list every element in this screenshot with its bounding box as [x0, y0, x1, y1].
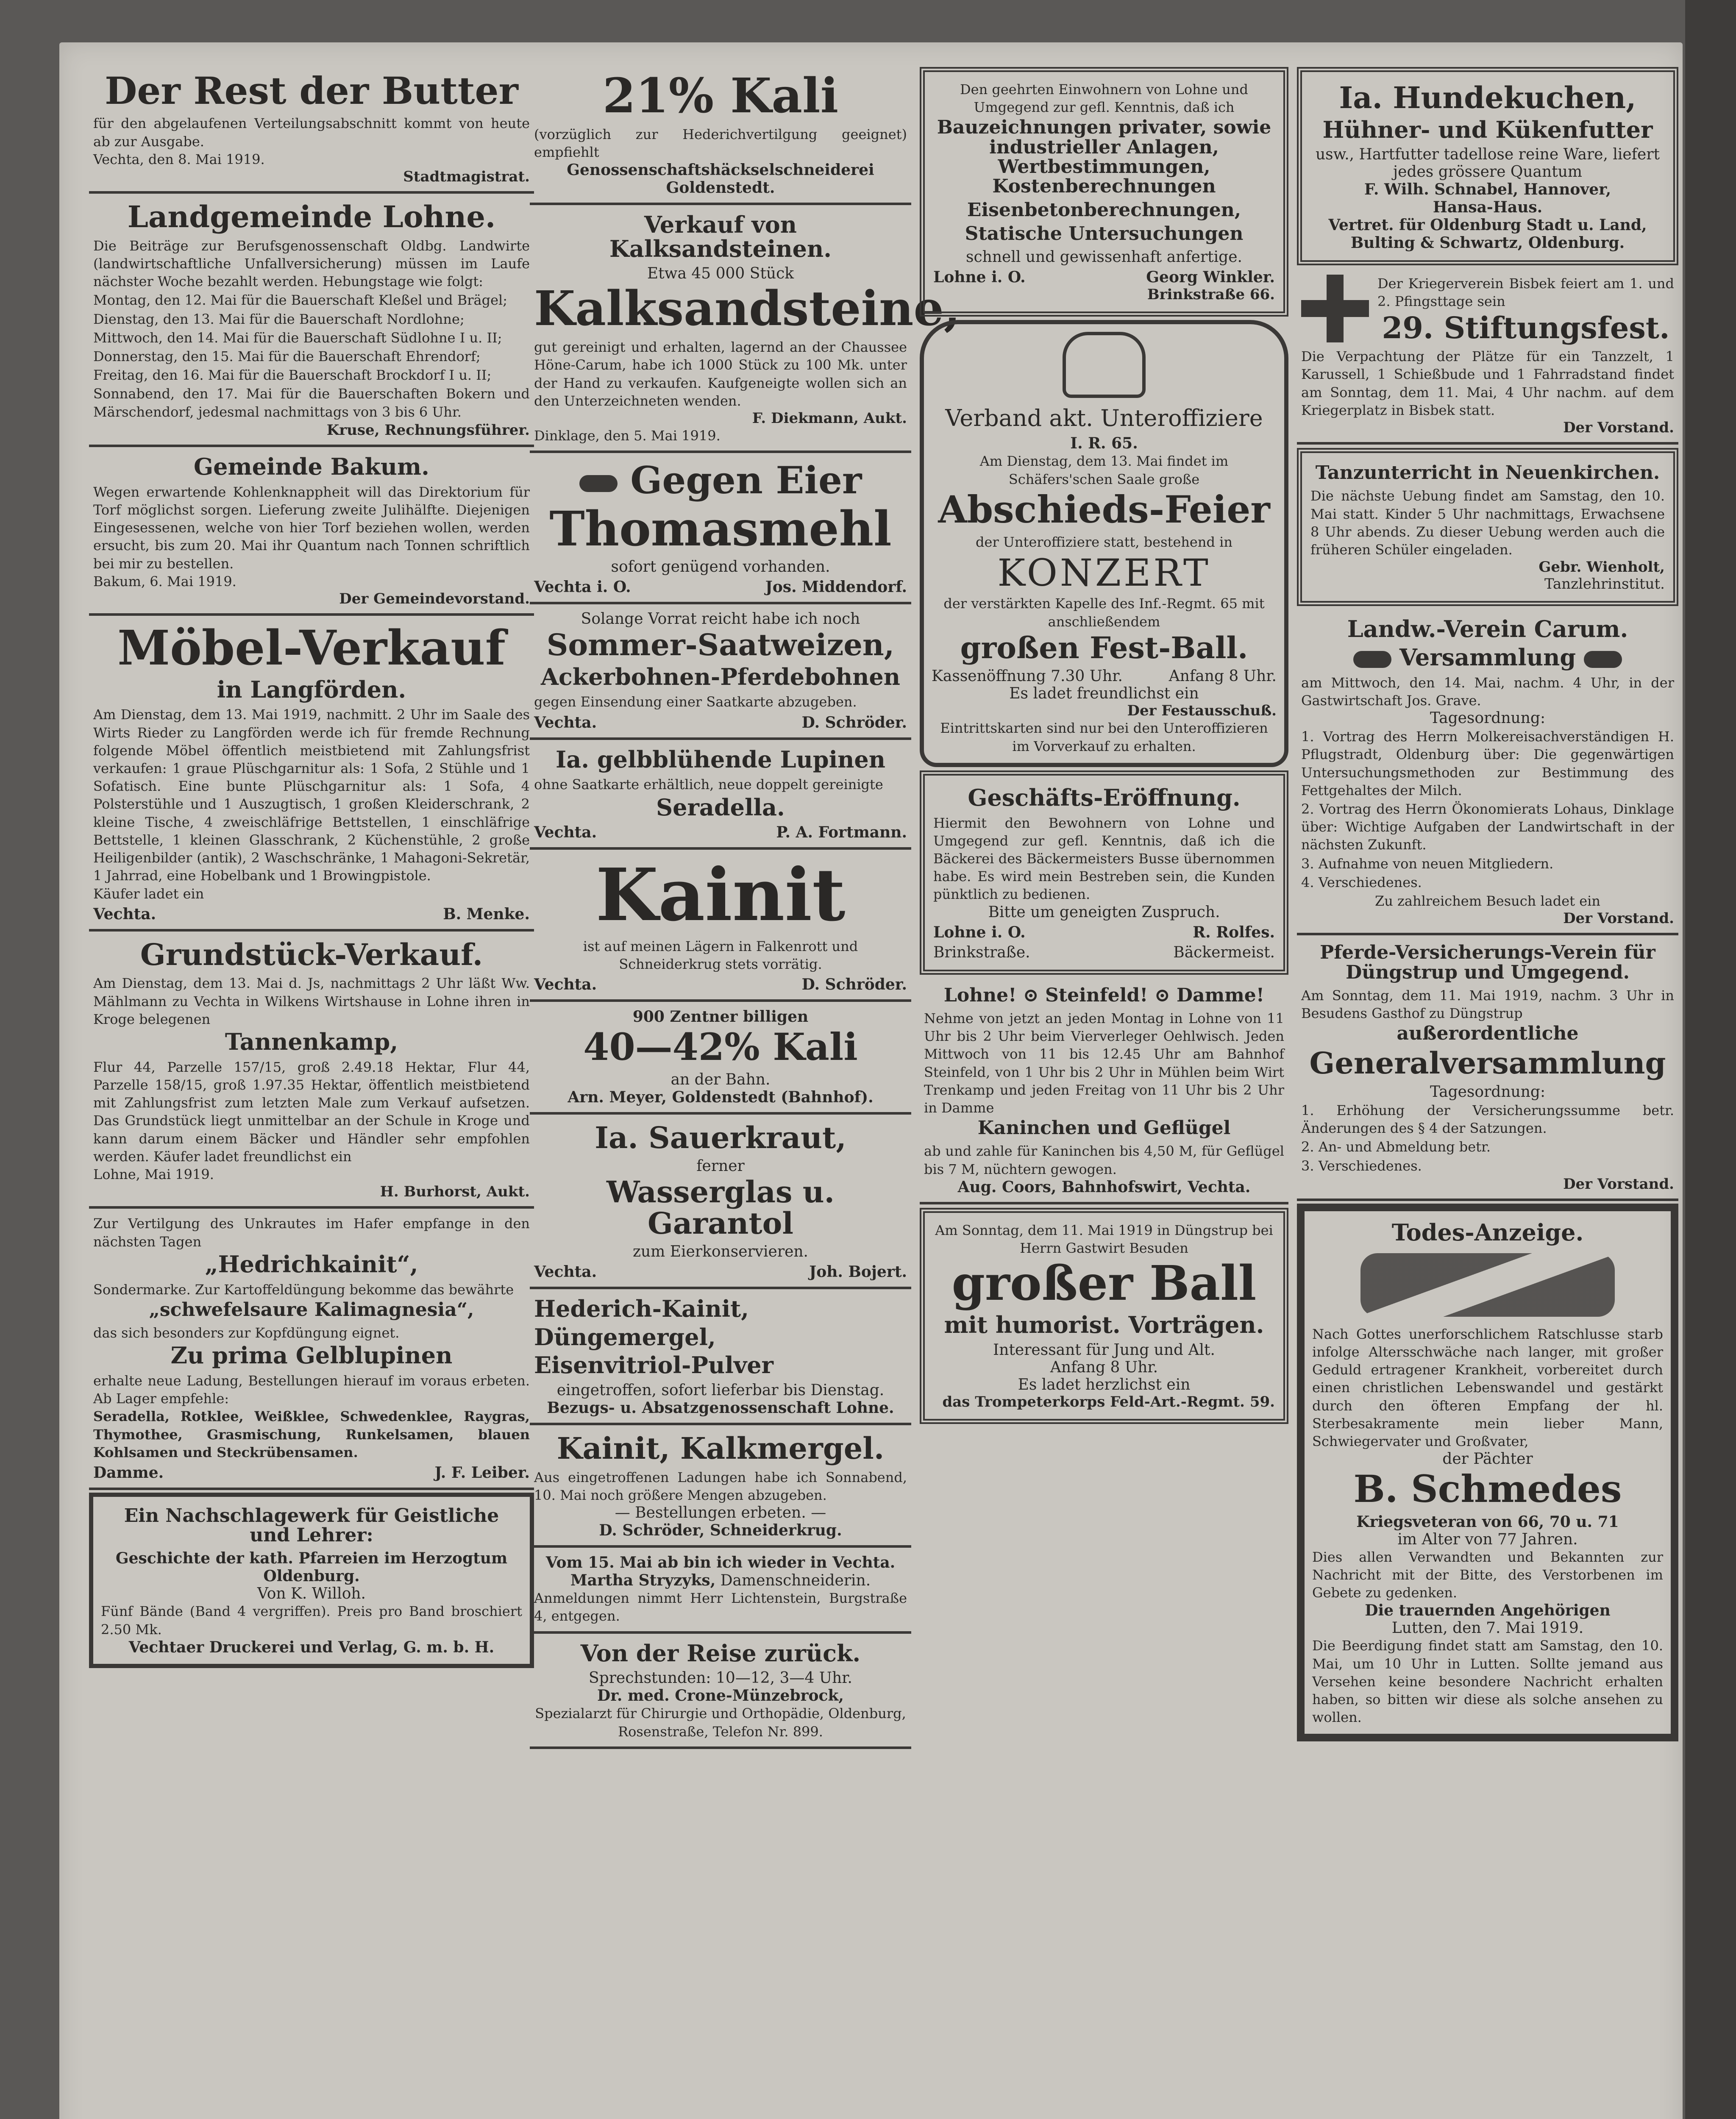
- addr-left: Brinkstraße.: [933, 943, 1030, 961]
- ad-todesanzeige: [1297, 1204, 1678, 1742]
- list-item: 3. Verschiedenes.: [1301, 1157, 1422, 1174]
- ad-title: 29. Stiftungsfest.: [1382, 310, 1670, 345]
- ad-sign: [933, 268, 1275, 286]
- ad-tanzunterricht: [1297, 448, 1678, 606]
- ad-title-4: großen Fest-Ball.: [960, 630, 1248, 665]
- ad-title: Zu prima Gelblupinen: [170, 1342, 453, 1369]
- ad-title: Todes-Anzeige.: [1391, 1218, 1584, 1246]
- ad-sign: F. Diekmann, Aukt.: [752, 409, 907, 427]
- ad-sign: Genossenschaftshäckselschneiderei Goldenstedt.: [567, 161, 874, 197]
- list-item: Sonnabend, den 17. Mai für die Bauerschaften Bokern und Märschendorf, jedesmal nachmittags von 3 bis 6 Uhr.: [93, 386, 530, 420]
- ad-text: Spezialarzt für Chirurgie und Orthopädie, Oldenburg, Rosenstraße, Telefon Nr. 899.: [535, 1705, 906, 1740]
- ad-title: Ia. Hundekuchen,: [1339, 80, 1636, 115]
- sign-left: Vechta.: [93, 905, 156, 923]
- ad-author: Von K. Willoh.: [257, 1585, 366, 1603]
- sign-left: Lohne i. O.: [933, 923, 1026, 941]
- ad-subtitle: in Langförden.: [217, 676, 406, 703]
- ad-text-2: Interessant für Jung und Alt.: [993, 1341, 1215, 1359]
- ad-text: Am Dienstag, dem 13. Mai 1919, nachmitt. 2 Uhr im Saale des Wirts Rieder zu Langförden werde ich für fremde Rechnung folgende Möbel öffentlich meistbietend mit Zahlungsfrist verkaufen: 1 graue Plüschgarnitur als: 1 Sofa, 2 Stühle und 1 Sofatisch. Eine bunte Plüschgarnitur als: 1 Sofa, 4 Polsterstühle und 1 Auszugtisch, 1 großen Kleiderschrank, 2 kleine Tische, 4 zweischläfrige Bettstellen, 1 einschläfrige Bettstelle, 1 kleinen Glasschrank, 2 Küchenstühle, 2 große Heiligenbilder (antik), 2 Waschschränke, 1 Mahagoni-Sekretär, 1 Jahrrad, eine Hobelbank und 1 Browingpistole.: [93, 706, 530, 884]
- pointing-hand-icon: [1584, 651, 1622, 668]
- ad-title: Der Rest der Butter: [105, 69, 518, 113]
- ad-date: Bakum, 6. Mai 1919.: [93, 573, 236, 590]
- ad-name-2: „schwefelsaure Kalimagnesia“,: [149, 1299, 474, 1321]
- ad-hours: Sprechstunden: 10—12, 3—4 Uhr.: [589, 1669, 852, 1687]
- ad-times: [932, 667, 1277, 685]
- ad-title-2: [1301, 645, 1674, 670]
- ad-start: Anfang 8 Uhr.: [1050, 1358, 1158, 1376]
- ad-text-2: Bitte um geneigten Zuspruch.: [988, 903, 1220, 921]
- ad-kali-21: [530, 64, 911, 205]
- ad-text-2: Dies allen Verwandten und Bekannten zur Nachricht mit der Bitte, des Verstorbenen im Gebete zu gedenken.: [1312, 1549, 1663, 1601]
- ad-text-4: erhalte neue Ladung, Bestellungen hierauf im voraus erbeten. Ab Lager empfehle:: [93, 1372, 530, 1407]
- ad-sign: Vechtaer Druckerei und Verlag, G. m. b. H.: [128, 1638, 495, 1656]
- ad-role: Damenschneiderin.: [720, 1572, 871, 1590]
- ad-title: großer Ball: [951, 1256, 1257, 1312]
- ad-date: Vechta, den 8. Mai 1919.: [93, 151, 265, 167]
- ad-text: Die Beiträge zur Berufsgenossenschaft Oldbg. Landwirte (landwirtschaftliche Unfallversicherung) müssen im Laufe nächster Woche bezahlt werden. Hebungstage wie folgt:: [93, 237, 530, 290]
- ad-geschaeftseroeffnung: [920, 770, 1288, 975]
- ad-sub: mit humorist. Vorträgen.: [944, 1311, 1264, 1338]
- ad-title: Ia. gelbblühende Lupinen: [556, 745, 885, 773]
- ad-text: an der Bahn.: [670, 1071, 771, 1088]
- list-item: Dienstag, den 13. Mai für die Bauerschaft Nordlohne;: [93, 311, 465, 327]
- ad-sign: H. Burhorst, Aukt.: [380, 1183, 530, 1201]
- ad-sauerkraut: [530, 1115, 911, 1290]
- sign-left: Vechta.: [534, 1263, 597, 1281]
- ad-text-2: zum Eierkonservieren.: [633, 1243, 808, 1261]
- sign-right: D. Schröder.: [801, 976, 907, 994]
- ad-sign: Arn. Meyer, Goldenstedt (Bahnhof).: [568, 1088, 874, 1106]
- list-item: 4. Verschiedenes.: [1301, 874, 1422, 890]
- ad-title: Sommer-Saatweizen,: [546, 627, 895, 663]
- ad-title-2: Hühner- und Kükenfutter: [1322, 116, 1653, 143]
- ad-sign: Gebr. Wienholt,: [1538, 559, 1665, 576]
- ad-invite: Es ladet freundlichst ein: [1009, 685, 1199, 703]
- ad-name: Dr. med. Crone-Münzebrock,: [597, 1687, 844, 1705]
- ad-title: Pferde-Versicherungs-Verein für Düngstrup und Umgegend.: [1320, 942, 1655, 983]
- ad-title: Ein Nachschlagewerk für Geistliche und Lehrer:: [124, 1505, 499, 1546]
- ad-addr: Brinkstraße 66.: [1147, 286, 1275, 303]
- ad-text-2: der Unteroffiziere statt, bestehend in: [976, 534, 1232, 551]
- column-3: [920, 64, 1288, 1427]
- ad-hedrichkainit: [89, 1209, 534, 1490]
- ad-title: Landgemeinde Lohne.: [127, 199, 496, 235]
- ad-list: Seradella, Rotklee, Weißklee, Schwedenklee, Raygras, Thymothee, Grasmischung, Runkelsamen, blauen Kohlsamen und Steckrübensamen.: [93, 1408, 530, 1460]
- ad-grundstueck: [89, 932, 534, 1209]
- sign-left: Vechta.: [534, 976, 597, 994]
- ad-name: F. Wilh. Schnabel, Hannover,: [1364, 181, 1611, 199]
- ad-sign: Der Festausschuß.: [1127, 702, 1277, 720]
- ad-sign: Der Vorstand.: [1563, 419, 1674, 437]
- ad-line-3: Eisenvitriol-Pulver: [534, 1351, 773, 1379]
- ad-title: Geschäfts-Eröffnung.: [968, 784, 1241, 811]
- ad-title: Landw.-Verein Carum.: [1347, 615, 1628, 643]
- ad-text: usw., Hartfutter tadellose reine Ware, liefert jedes grössere Quantum: [1315, 146, 1660, 181]
- ad-title-2-text: Versammlung: [1399, 643, 1576, 671]
- ad-butter: [89, 64, 534, 194]
- ad-name: Tannenkamp,: [225, 1028, 398, 1056]
- ad-text: Wegen erwartende Kohlenknappheit will das Direktorium für Torf möglichst sorgen. Lieferung zweite Julihälfte. Diejenigen Eingesessenen, welche von hier Torf beziehen wollen, werden ersucht, bis zum 20. Mai ihr Quantum nach Tonnen schriftlich bei mir zu bestellen.: [93, 484, 530, 572]
- ad-intro: Der Kriegerverein Bisbek feiert am 1. und 2. Pfingsttage sein: [1377, 275, 1674, 310]
- ad-title-text: Gegen Eier: [630, 458, 862, 503]
- sign-right: Jos. Middendorf.: [765, 578, 907, 596]
- ad-kaninchen: [920, 978, 1288, 1204]
- ad-text: ohne Saatkarte erhältlich, neue doppelt gereinigte: [534, 776, 883, 793]
- ad-hundekuchen: [1297, 67, 1678, 265]
- ad-title: 40—42% Kali: [583, 1025, 858, 1069]
- ad-pferdeversicherung: [1297, 935, 1678, 1201]
- ad-sign: [534, 714, 907, 731]
- ad-role: Tanzlehrinstitut.: [1544, 576, 1665, 593]
- ad-text: eingetroffen, sofort lieferbar bis Dienstag.: [556, 1382, 885, 1399]
- column-1: [89, 64, 534, 1671]
- ad-sign: Der Gemeindevorstand.: [339, 590, 530, 608]
- ad-hederich-kainit: [530, 1289, 911, 1425]
- ad-bauzeichnungen: [920, 67, 1288, 317]
- ad-note: Eintrittskarten sind nur bei den Unteroffizieren im Vorverkauf zu erhalten.: [940, 720, 1268, 754]
- list-item: 2. Vortrag des Herrn Ökonomierats Lohaus, Dinklage über: Wichtige Aufgaben der Landwirtschaft in der nächsten Zukunft.: [1301, 801, 1674, 853]
- ad-sign: Kruse, Rechnungsführer.: [326, 421, 530, 439]
- ad-text: am Mittwoch, den 14. Mai, nachm. 4 Uhr, in der Gastwirtschaft Jos. Grave.: [1301, 674, 1674, 709]
- ad-sign: Der Vorstand.: [1563, 1175, 1674, 1193]
- ad-kalkmergel: [530, 1425, 911, 1548]
- binder-edge: [1685, 0, 1736, 2119]
- ad-sub: I. R. 65.: [1070, 434, 1138, 453]
- ad-text: Fünf Bände (Band 4 vergriffen). Preis pro Band broschiert 2.50 Mk.: [101, 1603, 522, 1638]
- ad-text: ist auf meinen Lägern in Falkenrott und Schneiderkrug stets vorrätig.: [583, 938, 858, 972]
- ad-intro: Den geehrten Einwohnern von Lohne und Umgegend zur gefl. Kenntnis, daß ich: [960, 81, 1248, 116]
- ad-sub-2: Statische Untersuchungen: [965, 223, 1244, 245]
- ad-sign: [534, 976, 907, 993]
- ad-sign: Bezugs- u. Absatzgenossenschaft Lohne.: [547, 1399, 894, 1417]
- ad-title: Kainit, Kalkmergel.: [556, 1431, 885, 1466]
- ad-text: sofort genügend vorhanden.: [611, 558, 830, 576]
- ad-rep: Vertret. für Oldenburg Stadt u. Land, Bulting & Schwartz, Oldenburg.: [1328, 216, 1647, 252]
- ad-text-2: Flur 44, Parzelle 157/15, groß 2.49.18 Hektar, Flur 44, Parzelle 158/15, groß 1.97.35 Hektar, öffentlich meistbietend mit Zahlungsfrist zum letzten Male zum Verkauf aufsetzen. Das Grundstück liegt unmittelbar an der Schule in Kroge und kann darum einem Bäcker und Händler sehr empfohlen werden. Käufer ladet freundlichst ein: [93, 1059, 530, 1165]
- ad-title: Verband akt. Unteroffiziere: [945, 404, 1263, 431]
- ad-landwverein: [1297, 609, 1678, 935]
- ad-invite: Es ladet herzlichst ein: [1018, 1376, 1191, 1393]
- ad-agenda: Tagesordnung:: [1430, 1083, 1546, 1101]
- ad-lohne-gemeinde: [89, 194, 534, 447]
- sign-right: Georg Winkler.: [1146, 268, 1275, 286]
- ad-sign: [933, 923, 1275, 941]
- ad-sign: [534, 578, 907, 596]
- ad-kriegerverein: [1297, 269, 1678, 445]
- ad-text-2: — Bestellungen erbeten. —: [615, 1504, 826, 1522]
- column-4: [1297, 64, 1678, 1744]
- ad-sommer-saatweizen: [530, 604, 911, 740]
- ad-sign: [93, 905, 530, 923]
- ad-title: Von der Reise zurück.: [580, 1639, 861, 1667]
- ad-mourn: Die trauernden Angehörigen: [1365, 1602, 1611, 1620]
- ad-pre: der Pächter: [1442, 1450, 1533, 1468]
- ad-title-2: Generalversammlung: [1309, 1046, 1666, 1081]
- ad-name: Martha Stryzyks,: [570, 1571, 716, 1590]
- sign-right: R. Rolfes.: [1193, 923, 1275, 941]
- ad-text: Am Sonntag, dem 11. Mai 1919 in Düngstrup bei Herrn Gastwirt Besuden: [935, 1222, 1273, 1257]
- ad-title-2: Abschieds-Feier: [938, 487, 1270, 531]
- ad-text: Aus eingetroffenen Ladungen habe ich Sonnabend, 10. Mai noch größere Mengen abzugeben.: [534, 1469, 907, 1503]
- ad-text: ferner: [696, 1157, 745, 1175]
- ad-name: „Hedrichkainit“,: [205, 1250, 418, 1278]
- list-item: Freitag, den 16. Mai für die Bauerschaft Brockdorf I u. II;: [93, 367, 492, 384]
- ad-text: gegen Einsendung einer Saatkarte abzugeben.: [534, 694, 857, 710]
- ad-text: schnell und gewissenhaft anfertige.: [966, 248, 1242, 266]
- ad-title: Kainit: [595, 853, 846, 938]
- ad-addr: [933, 944, 1275, 961]
- ad-title-2: Wasserglas u. Garantol: [606, 1174, 835, 1241]
- ad-age: im Alter von 77 Jahren.: [1397, 1530, 1578, 1548]
- ad-intro: Zur Vertilgung des Unkrautes im Hafer empfange in den nächsten Tagen: [93, 1215, 530, 1250]
- ad-vet: Kriegsveteran von 66, 70 u. 71: [1356, 1513, 1619, 1531]
- ad-title: Lohne! ⊙ Steinfeld! ⊙ Damme!: [943, 984, 1265, 1006]
- list-item: 1. Vortrag des Herrn Molkereisachverständigen H. Pflugstradt, Oldenburg über: Die gegenwärtigen Untersuchungsmethoden zur Bestimmung des Fettgehaltes der Milch.: [1301, 729, 1674, 798]
- ad-stryzyk: [530, 1548, 911, 1633]
- ad-buyers: Käufer ladet ein: [93, 885, 204, 902]
- ad-title: Gemeinde Bakum.: [194, 453, 429, 480]
- ad-text: (vorzüglich zur Hederichvertilgung geeignet) empfiehlt: [534, 126, 907, 160]
- ad-sub: Eisenbetonberechnungen,: [967, 199, 1241, 221]
- iron-cross-icon: [1301, 275, 1369, 342]
- ad-sign: D. Schröder, Schneiderkrug.: [599, 1521, 842, 1540]
- column-2: [530, 64, 960, 1749]
- list-item: 2. An- und Abmeldung betr.: [1301, 1139, 1491, 1155]
- ad-sub: Geschichte der kath. Pfarreien im Herzogtum Oldenburg.: [115, 1549, 508, 1585]
- sign-left: Vechta i. O.: [534, 578, 631, 596]
- ad-title-2: Thomasmehl: [549, 501, 892, 557]
- ad-text: Die nächste Uebung findet am Samstag, den 10. Mai statt. Kinder 5 Uhr nachmittags, Erwachsene 8 Uhr abends. Zu dieser Uebung werden auch die früheren Schüler eingeladen.: [1310, 488, 1665, 558]
- ad-title: Grundstück-Verkauf.: [140, 937, 483, 972]
- sign-left: Damme.: [93, 1464, 164, 1482]
- ad-title: Tanzunterricht in Neuenkirchen.: [1315, 462, 1660, 484]
- list-item: Donnerstag, den 15. Mai für die Bauerschaft Ehrendorf;: [93, 348, 481, 364]
- ad-title: Bauzeichnungen privater, sowie industrieller Anlagen, Wertbestimmungen, Kostenberechnungen: [937, 117, 1271, 197]
- ad-text: für den abgelaufenen Verteilungsabschnitt kommt von heute ab zur Ausgabe.: [93, 115, 530, 150]
- sign-right: D. Schröder.: [801, 713, 907, 731]
- ad-title-2: Ackerbohnen-Pferdebohnen: [541, 663, 900, 690]
- cross-wreath-icon: [1360, 1253, 1615, 1317]
- ad-reise: [530, 1634, 911, 1749]
- ad-text: Am Dienstag, dem 13. Mai d. Js, nachmittags 2 Uhr läßt Ww. Mählmann zu Vechta in Wilkens Wirtshause in Lohne ihren in Kroge belegenen: [93, 975, 530, 1027]
- lyre-icon: [1063, 332, 1146, 398]
- list-item: Montag, den 12. Mai für die Bauerschaft Kleßel und Brägel;: [93, 292, 508, 309]
- ad-start: Anfang 8 Uhr.: [1168, 667, 1277, 685]
- ad-sub: außerordentliche: [1397, 1023, 1579, 1045]
- ad-line-2: Düngemergel,: [534, 1323, 716, 1351]
- ad-date: Lutten, den 7. Mai 1919.: [1391, 1619, 1584, 1637]
- ad-title-3: KONZERT: [997, 551, 1211, 595]
- ad-sign: Der Vorstand.: [1563, 910, 1674, 927]
- ad-sign: [534, 1263, 907, 1281]
- ad-text: Am Dienstag, dem 13. Mai findet im Schäfers'schen Saale große: [979, 453, 1229, 487]
- sign-right: Joh. Bojert.: [809, 1263, 907, 1281]
- ad-open: Kassenöffnung 7.30 Uhr.: [932, 667, 1123, 685]
- sign-left: Vechta.: [534, 713, 597, 731]
- ad-text-3: der verstärkten Kapelle des Inf.-Regmt. 65 mit anschließendem: [943, 595, 1265, 630]
- ad-verband: [920, 320, 1288, 767]
- ad-gegen-eier: [530, 453, 911, 604]
- ad-line-1: Hederich-Kainit,: [534, 1295, 749, 1323]
- ad-closing: Zu zahlreichem Besuch ladet ein: [1375, 893, 1600, 909]
- list-item: 1. Erhöhung der Versicherungssumme betr. Änderungen des § 4 der Satzungen.: [1301, 1102, 1674, 1137]
- ad-name: Seradella.: [656, 793, 785, 821]
- ad-sign: das Trompeterkorps Feld-Art.-Regmt. 59.: [942, 1393, 1275, 1410]
- pointing-hand-icon: [579, 475, 618, 492]
- ad-text-3: das sich besonders zur Kopfdüngung eignet.: [93, 1325, 400, 1341]
- ad-head: Verkauf von Kalksandsteinen.: [609, 211, 832, 262]
- ad-title: Ia. Sauerkraut,: [595, 1120, 846, 1155]
- ad-text: gut gereinigt und erhalten, lagernd an der Chaussee Höne-Carum, habe ich 1000 Stück zu 100 Mk. unter der Hand zu verkaufen. Kaufgeneigte wollen sich an den Unterzeichneten wenden.: [534, 339, 907, 409]
- ad-line-1: Vom 15. Mai ab bin ich wieder in Vechta.: [545, 1554, 896, 1572]
- ad-text: Sondermarke. Zur Kartoffeldüngung bekomme das bewährte: [93, 1281, 514, 1298]
- ad-sign: Aug. Coors, Bahnhofswirt, Vechta.: [957, 1178, 1251, 1196]
- ad-bakum: [89, 447, 534, 616]
- ad-title: 21% Kali: [602, 68, 839, 124]
- list-item: 3. Aufnahme von neuen Mitgliedern.: [1301, 855, 1554, 872]
- ad-agenda: Tagesordnung:: [1430, 709, 1546, 727]
- ad-date: Dinklage, den 5. Mai 1919.: [534, 427, 721, 444]
- ad-text-3: Die Beerdigung findet statt am Samstag, den 10. Mai, um 10 Uhr in Lutten. Sollte jemand aus Versehen keine besondere Nachricht erhalten haben, so bitten wir diese als solche ansehen zu wollen.: [1312, 1638, 1663, 1726]
- ad-kali-40: [530, 1002, 911, 1114]
- pointing-hand-icon: [1353, 651, 1391, 668]
- ad-text: Nehme von jetzt an jeden Montag in Lohne von 11 Uhr bis 2 Uhr beim Vierverleger Oehlwisch. Jeden Mittwoch von 11 bis 12.45 Uhr am Bahnhof Steinfeld, von 1 Uhr bis 2 Uhr in Mühlen beim Wirt Trenkamp und jeden Freitag von 11 Uhr bis 2 Uhr in Damme: [924, 1010, 1284, 1116]
- ad-lupinen: [530, 740, 911, 850]
- ad-kalksandsteine: [530, 205, 960, 453]
- ad-date: Lohne, Mai 1919.: [93, 1166, 214, 1183]
- ad-name: B. Schmedes: [1353, 1467, 1622, 1511]
- ad-addr: Hansa-Haus.: [1433, 198, 1543, 217]
- ad-intro: Solange Vorrat reicht habe ich noch: [581, 610, 860, 628]
- ad-text: Nach Gottes unerforschlichem Ratschlusse starb infolge Altersschwäche nach langer, mit großer Geduld ertragener Krankheit, vorbereitet durch einen christlichen Lebenswandel und gestärkt durch den öfteren Empfang der hl. Sterbesakramente mein lieber Mann, Schwiegervater und Großvater,: [1312, 1326, 1663, 1449]
- ad-grosser-ball: [920, 1208, 1288, 1424]
- addr-right: Bäckermeist.: [1173, 943, 1275, 961]
- ad-title: Möbel-Verkauf: [117, 620, 506, 676]
- ad-title: Kalksandsteine,: [534, 281, 960, 337]
- sign-right: B. Menke.: [443, 905, 530, 923]
- ad-text: Die Verpachtung der Plätze für ein Tanzzelt, 1 Karussell, 1 Schießbude und 1 Fahrradstand findet am Sonntag, dem 11. Mai, 4 Uhr nachm. auf dem Kriegerplatz in Bisbek statt.: [1301, 348, 1674, 418]
- ad-text: Anmeldungen nimmt Herr Lichtenstein, Burgstraße 4, entgegen.: [534, 1590, 907, 1624]
- ad-name-line: [534, 1571, 907, 1589]
- ad-intro: 900 Zentner billigen: [632, 1008, 809, 1026]
- sign-right: J. F. Leiber.: [434, 1464, 530, 1482]
- ad-title: [534, 458, 907, 503]
- ad-text: Hiermit den Bewohnern von Lohne und Umgegend zur gefl. Kenntnis, daß ich die Bäckerei des Bäckermeisters Busse übernommen habe. Es wird mein Bestreben sein, die Kunden pünktlich zu bedienen.: [933, 815, 1275, 903]
- list-item: Mittwoch, den 14. Mai für die Bauerschaft Südlohne I u. II;: [93, 329, 502, 346]
- ad-sign: Stadtmagistrat.: [403, 168, 530, 186]
- ad-sign: [534, 823, 907, 841]
- ad-text-2: ab und zahle für Kaninchen bis 4,50 M, für Geflügel bis 7 M, nüchtern gewogen.: [924, 1143, 1284, 1177]
- ad-sign: [93, 1464, 530, 1482]
- ad-text: Am Sonntag, dem 11. Mai 1919, nachm. 3 Uhr in Besudens Gasthof zu Düngstrup: [1301, 987, 1674, 1022]
- sign-left: Lohne i. O.: [933, 268, 1026, 286]
- ad-title-2: Kaninchen und Geflügel: [977, 1117, 1231, 1139]
- ad-kainit: [530, 850, 911, 1002]
- ad-nachschlagewerk: [89, 1493, 534, 1668]
- sign-left: Vechta.: [534, 823, 597, 842]
- ad-moebel: [89, 616, 534, 932]
- sign-right: P. A. Fortmann.: [776, 823, 907, 842]
- ad-amount: Etwa 45 000 Stück: [647, 265, 794, 283]
